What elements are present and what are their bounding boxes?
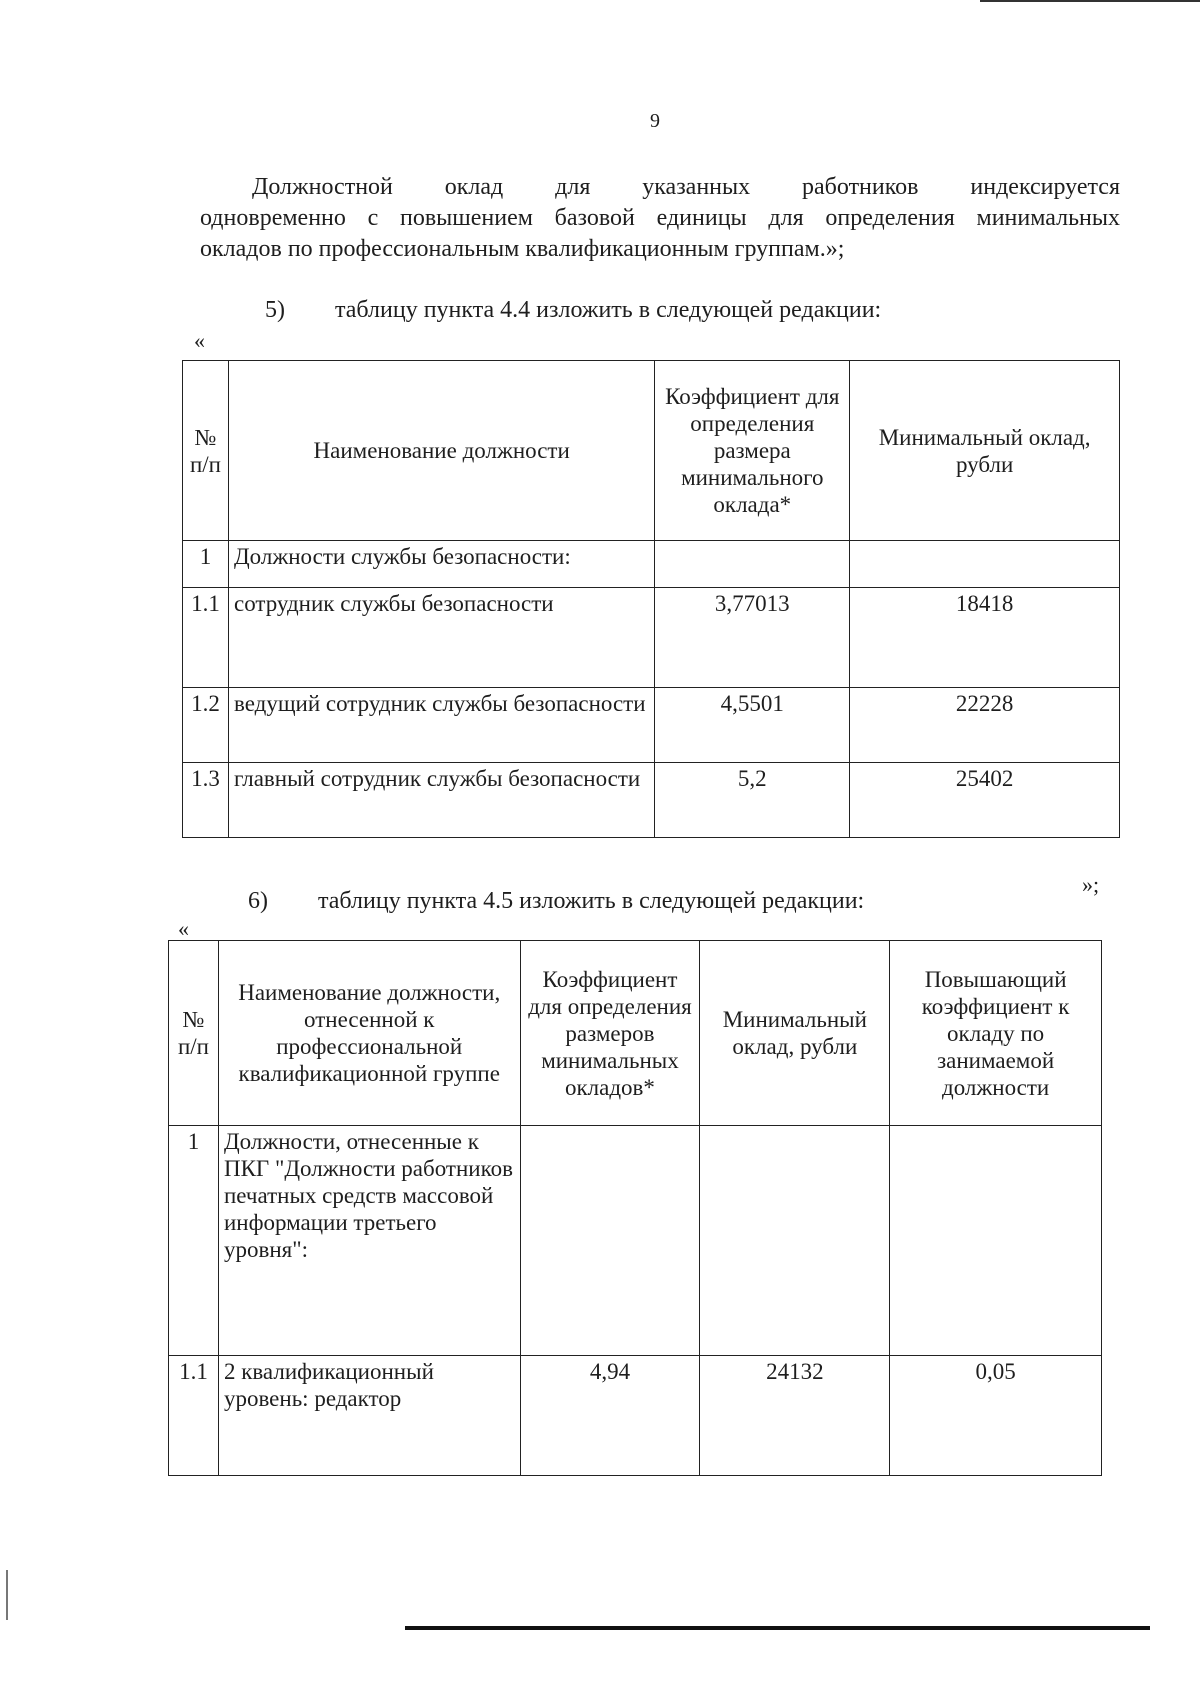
table-row: [183, 688, 1120, 763]
table-row: [183, 541, 1120, 588]
table1-row4-name: главный сотрудник службы безопасности: [228, 763, 654, 838]
intro-paragraph: [200, 172, 1120, 265]
table2-row2-salary: 24132: [700, 1356, 890, 1476]
table2-header-raise: Повышающий коэффициент к окладу по занимаемой должности: [890, 941, 1102, 1126]
table1-row3-salary: 22228: [850, 688, 1120, 763]
table2-row2-raise: 0,05: [890, 1356, 1102, 1476]
page-number: 9: [650, 110, 660, 132]
table2-row1-raise: [890, 1126, 1102, 1356]
table-row: [169, 1356, 1102, 1476]
table1-row1-name: Должности службы безопасности:: [228, 541, 654, 588]
table1-row1-salary: [850, 541, 1120, 588]
paragraph-line-1: Должностной оклад для указанных работников индексируется: [252, 174, 1120, 200]
table1-row2-salary: 18418: [850, 588, 1120, 688]
table2-row2-num: 1.1: [169, 1356, 219, 1476]
table1-header-salary: Минимальный оклад, рубли: [850, 361, 1120, 541]
open-quote-table2: «: [178, 916, 189, 941]
scan-edge-line: [980, 0, 1200, 2]
close-quote-table1: »;: [1082, 872, 1100, 897]
table-row: [169, 1126, 1102, 1356]
table-row: [183, 763, 1120, 838]
table2-header-salary: Минимальный оклад, рубли: [700, 941, 890, 1126]
table2-row1-coef: [520, 1126, 700, 1356]
item-6-line: [248, 888, 864, 915]
table2-row1-salary: [700, 1126, 890, 1356]
table1-row1-coef: [655, 541, 850, 588]
table1-header-name: Наименование должности: [228, 361, 654, 541]
table1-row3-num: 1.2: [183, 688, 229, 763]
table1-row4-num: 1.3: [183, 763, 229, 838]
item-6-text: таблицу пункта 4.5 изложить в следующей редакции:: [318, 888, 865, 914]
table1-header-num: № п/п: [183, 361, 229, 541]
table1-row4-salary: 25402: [850, 763, 1120, 838]
table1-row2-coef: 3,77013: [655, 588, 850, 688]
table2-row1-name: Должности, отнесенные к ПКГ "Должности работников печатных средств массовой информации третьего уровня":: [218, 1126, 520, 1356]
table1-header-row: [183, 361, 1120, 541]
paragraph-line-2: одновременно с повышением базовой единицы для определения минимальных: [200, 205, 1120, 231]
item-6-number: 6): [248, 888, 268, 914]
table-row: [183, 588, 1120, 688]
scan-edge-mark: [6, 1570, 8, 1620]
table1-row3-coef: 4,5501: [655, 688, 850, 763]
item-5-number: 5): [265, 297, 285, 323]
item-5-text: таблицу пункта 4.4 изложить в следующей редакции:: [335, 297, 882, 323]
table2-header-row: [169, 941, 1102, 1126]
table1-row4-coef: 5,2: [655, 763, 850, 838]
table2-row2-name: 2 квалификационный уровень: редактор: [218, 1356, 520, 1476]
table1-header-coef: Коэффициент для определения размера минимального оклада*: [655, 361, 850, 541]
bottom-rule: [405, 1626, 1150, 1630]
table2-header-name: Наименование должности, отнесенной к профессиональной квалификационной группе: [218, 941, 520, 1126]
table-4-4: [182, 360, 1120, 838]
open-quote-table1: «: [194, 328, 205, 353]
item-5-line: [265, 297, 881, 324]
table1-row2-num: 1.1: [183, 588, 229, 688]
table2-row1-num: 1: [169, 1126, 219, 1356]
table2-row2-coef: 4,94: [520, 1356, 700, 1476]
table2-header-coef: Коэффициент для определения размеров минимальных окладов*: [520, 941, 700, 1126]
table2-header-num: № п/п: [169, 941, 219, 1126]
table1-row1-num: 1: [183, 541, 229, 588]
table1-row3-name: ведущий сотрудник службы безопасности: [228, 688, 654, 763]
paragraph-line-3: окладов по профессиональным квалификационным группам.»;: [200, 236, 845, 262]
table-4-5: [168, 940, 1102, 1476]
table1-row2-name: сотрудник службы безопасности: [228, 588, 654, 688]
